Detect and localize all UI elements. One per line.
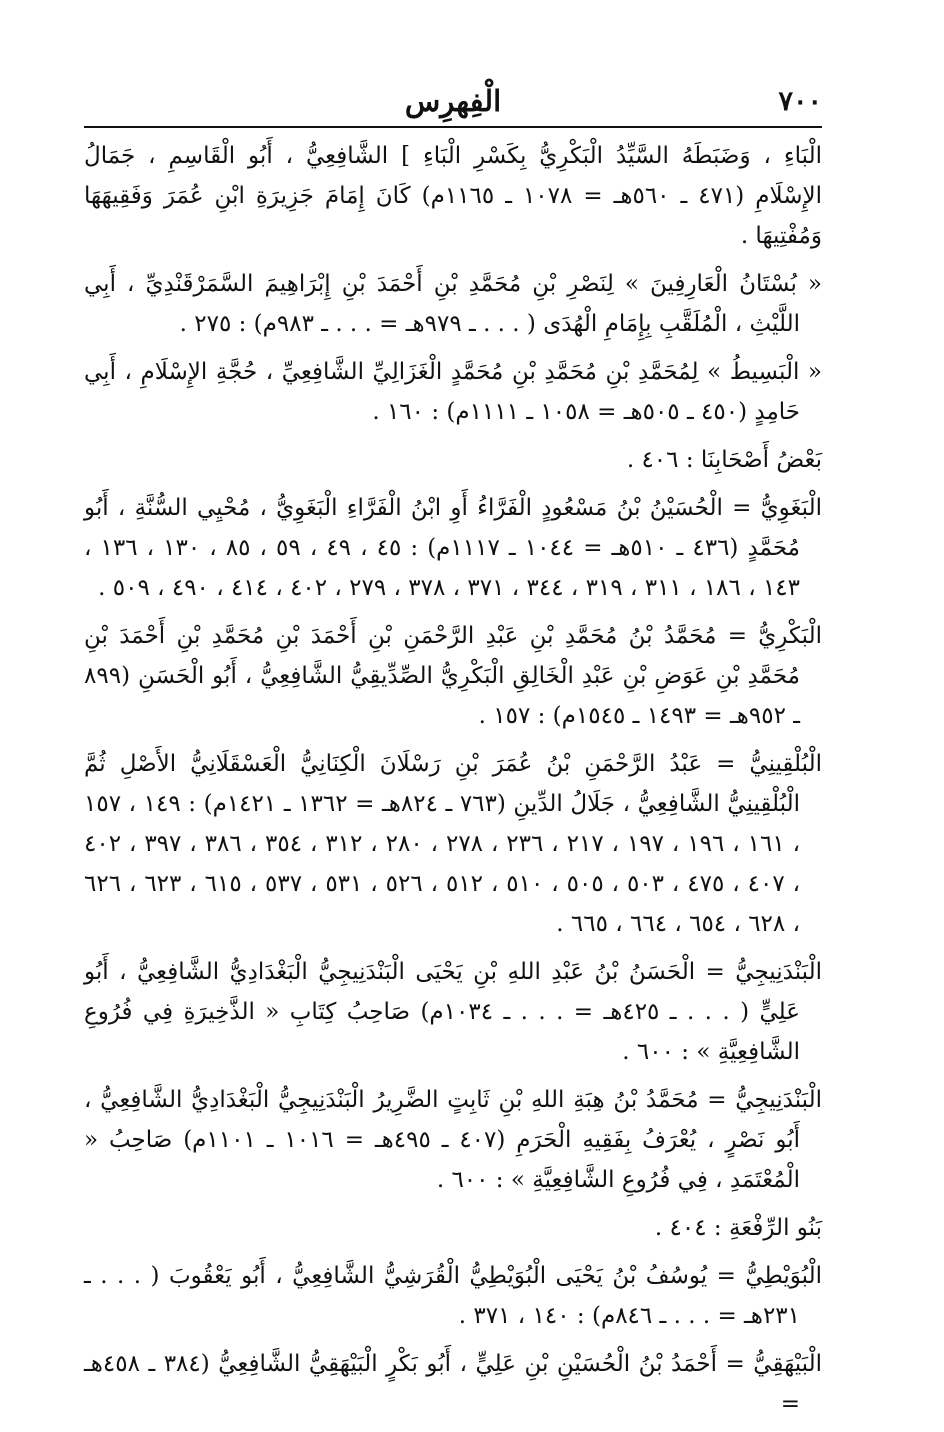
index-entry: الْبَاءِ ، وَضَبَطَهُ السَّيِّدُ الْبَكْرِيُّ بِكَسْرِ الْبَاءِ ] الشَّافِعِيُّ ، أَبُو الْقَاسِمِ ، جَمَالُ الإِسْلَامِ (٤٧١ ـ ٥٦٠هـ = ١٠٧٨ ـ ١١٦٥م) كَانَ إِمَامَ جَزِيرَةِ ابْنِ عُمَرَ وَفَقِيهَهَا وَمُفْتِيهَا . <box>84 143 822 249</box>
index-entry: الْبُلْقِينِيُّ = عَبْدُ الرَّحْمَنِ بْنُ عُمَرَ بْنِ رَسْلَانَ الْكِنَانِيُّ الْعَسْقَلَانِيُّ الأَصْلِ ثُمَّ الْبُلْقِينِيُّ الشَّافِعِيُّ ، جَلَالُ الدِّينِ (٧٦٣ ـ ٨٢٤هـ = ١٣٦٢ ـ ١٤٢١م) : ١٤٩ ، ١٥٧ ، ١٦١ ، ١٩٦ ، ١٩٧ ، ٢١٧ ، ٢٣٦ ، ٢٧٨ ، ٢٨٠ ، ٣١٢ ، ٣٥٤ ، ٣٨٦ ، ٣٩٧ ، ٤٠٢ ، ٤٠٧ ، ٤٧٥ ، ٥٠٣ ، ٥٠٥ ، ٥١٠ ، ٥١٢ ، ٥٢٦ ، ٥٣١ ، ٥٣٧ ، ٦١٥ ، ٦٢٣ ، ٦٢٦ ، ٦٢٨ ، ٦٥٤ ، ٦٦٤ ، ٦٦٥ . <box>84 751 822 937</box>
index-entry: بَعْضُ أَصْحَابِنَا : ٤٠٦ . <box>626 447 822 473</box>
running-title: الْفِهرِس <box>404 84 502 118</box>
index-entry: بَنُو الرِّفْعَةِ : ٤٠٤ . <box>654 1215 822 1241</box>
page-header <box>84 78 822 128</box>
index-entry: الْبَنْدَنِيجِيُّ = مُحَمَّدُ بْنُ هِبَةِ اللهِ بْنِ ثَابِتٍ الضَّرِيرُ الْبَنْدَنِيجِيُّ الْبَغْدَادِيُّ الشَّافِعِيُّ ، أَبُو نَصْرٍ ، يُعْرَفُ بِفَقِيهِ الْحَرَمِ (٤٠٧ ـ ٤٩٥هـ = ١٠١٦ ـ ١١٠١م) صَاحِبُ « الْمُعْتَمَدِ ، فِي فُرُوعِ الشَّافِعِيَّةِ » : ٦٠٠ . <box>84 1087 822 1193</box>
index-entry: الْبَغَوِيُّ = الْحُسَيْنُ بْنُ مَسْعُودٍ الْفَرَّاءُ أَوِ ابْنُ الْفَرَّاءِ الْبَغَوِيُّ ، مُحْيِي السُّنَّةِ ، أَبُو مُحَمَّدٍ (٤٣٦ ـ ٥١٠هـ = ١٠٤٤ ـ ١١١٧م) : ٤٥ ، ٤٩ ، ٥٩ ، ٨٥ ، ١٣٠ ، ١٣٦ ، ١٤٣ ، ١٨٦ ، ٣١١ ، ٣١٩ ، ٣٤٤ ، ٣٧١ ، ٣٧٨ ، ٢٧٩ ، ٤٠٢ ، ٤١٤ ، ٤٩٠ ، ٥٠٩ . <box>84 495 822 601</box>
index-entry: الْبَنْدَنِيجِيُّ = الْحَسَنُ بْنُ عَبْدِ اللهِ بْنِ يَحْيَى الْبَنْدَنِيجِيُّ الْبَغْدَادِيُّ الشَّافِعِيُّ ، أَبُو عَلِيٍّ ( . . . ـ ٤٢٥هـ = . . . ـ ١٠٣٤م) صَاحِبُ كِتَابِ « الذَّخِيرَةِ فِي فُرُوعِ الشَّافِعِيَّةِ » : ٦٠٠ . <box>84 959 822 1065</box>
index-entries <box>84 136 822 1432</box>
index-entry: الْبَكْرِيُّ = مُحَمَّدُ بْنُ مُحَمَّدِ بْنِ عَبْدِ الرَّحْمَنِ بْنِ أَحْمَدَ بْنِ مُحَمَّدِ بْنِ أَحْمَدَ بْنِ مُحَمَّدِ بْنِ عَوَضِ بْنِ عَبْدِ الْخَالِقِ الْبَكْرِيُّ الصِّدِّيقِيُّ الشَّافِعِيُّ ، أَبُو الْحَسَنِ (٨٩٩ ـ ٩٥٢هـ = ١٤٩٣ ـ ١٥٤٥م) : ١٥٧ . <box>84 623 822 729</box>
index-entry: « بُسْتَانُ الْعَارِفِينَ » لِنَصْرِ بْنِ مُحَمَّدِ بْنِ أَحْمَدَ بْنِ إِبْرَاهِيمَ السَّمَرْقَنْدِيِّ ، أَبِي اللَّيْثِ ، الْمُلَقَّبِ بِإِمَامِ الْهُدَى ( . . . ـ ٩٧٩هـ = . . . ـ ٩٨٣م) : ٢٧٥ . <box>84 271 822 337</box>
index-entry: الْبُوَيْطِيُّ = يُوسُفُ بْنُ يَحْيَى الْبُوَيْطِيُّ الْقُرَشِيُّ الشَّافِعِيُّ ، أَبُو يَعْقُوبَ ( . . . ـ ٢٣١هـ = . . . ـ ٨٤٦م) : ١٤٠ ، ٣٧١ . <box>84 1263 822 1329</box>
page-number: ٧٠٠ <box>778 86 822 117</box>
index-entry: « الْبَسِيطُ » لِمُحَمَّدِ بْنِ مُحَمَّدِ بْنِ مُحَمَّدٍ الْغَزَالِيِّ الشَّافِعِيِّ ، حُجَّةِ الإِسْلَامِ ، أَبِي حَامِدٍ (٤٥٠ ـ ٥٠٥هـ = ١٠٥٨ ـ ١١١١م) : ١٦٠ . <box>84 359 822 425</box>
index-entry: الْبَيْهَقِيُّ = أَحْمَدُ بْنُ الْحُسَيْنِ بْنِ عَلِيٍّ ، أَبُو بَكْرٍ الْبَيْهَقِيُّ الشَّافِعِيُّ (٣٨٤ ـ ٤٥٨هـ = <box>84 1351 822 1417</box>
